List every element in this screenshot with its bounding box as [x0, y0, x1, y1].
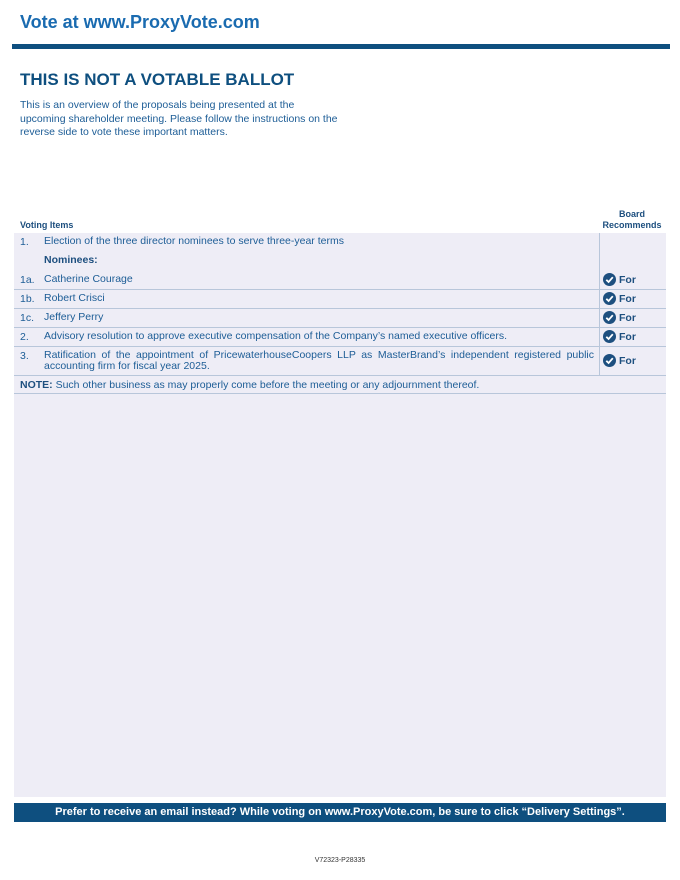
recommendation	[603, 330, 636, 343]
item-number: 1c.	[20, 312, 35, 324]
note-row	[14, 376, 666, 394]
note-text: Such other business as may properly come before the meeting or any adjournment thereof.	[55, 379, 480, 391]
delivery-settings-banner: Prefer to receive an email instead? While voting on www.ProxyVote.com, be sure to click “Delivery Settings”.	[14, 803, 666, 822]
item-1a-row	[14, 271, 666, 290]
ballot-panel	[14, 233, 666, 797]
voting-items-header: Voting Items	[20, 220, 74, 230]
checkmark-icon	[603, 354, 616, 367]
checkmark-icon	[603, 292, 616, 305]
recommendation-label: For	[619, 292, 636, 305]
item-number: 1.	[20, 236, 29, 248]
item-number: 1b.	[20, 293, 35, 305]
checkmark-icon	[603, 330, 616, 343]
recommendation	[603, 311, 636, 324]
page-title: THIS IS NOT A VOTABLE BALLOT	[20, 70, 295, 89]
nominees-row	[14, 255, 666, 271]
recommendation	[603, 273, 636, 286]
checkmark-icon	[603, 273, 616, 286]
nominees-label: Nominees:	[44, 254, 98, 266]
item-text: Election of the three director nominees to serve three-year terms	[44, 235, 344, 247]
item-3-row	[14, 347, 666, 376]
recommendation	[603, 292, 636, 305]
board-header-line2: Recommends	[602, 220, 662, 230]
header-title: Vote at www.ProxyVote.com	[20, 12, 260, 32]
recommendation-label: For	[619, 311, 636, 324]
item-number: 1a.	[20, 274, 35, 286]
board-recommends-header	[598, 209, 666, 231]
note-label: NOTE:	[20, 379, 53, 391]
item-text: Advisory resolution to approve executive compensation of the Company’s named executive officers.	[44, 330, 508, 342]
item-text: Jeffery Perry	[44, 311, 104, 323]
checkmark-icon	[603, 311, 616, 324]
item-text: Ratification of the appointment of PricewaterhouseCoopers LLP as MasterBrand’s independent registered public accounting firm for fiscal year 2025.	[44, 349, 594, 372]
item-1-row	[14, 236, 666, 253]
intro-text: This is an overview of the proposals being presented at the upcoming shareholder meeting. Please follow the instructions on the reverse side to vote these important matters.	[20, 99, 338, 138]
document-code: V72323-P28335	[314, 857, 366, 864]
item-number: 3.	[20, 350, 29, 362]
item-1b-row	[14, 290, 666, 309]
item-1c-row	[14, 309, 666, 328]
board-header-line1: Board	[618, 209, 645, 219]
header-divider	[12, 44, 670, 49]
item-text: Catherine Courage	[44, 273, 133, 285]
recommendation	[603, 354, 636, 367]
recommendation-label: For	[619, 330, 636, 343]
item-2-row	[14, 328, 666, 347]
recommendation-label: For	[619, 354, 636, 367]
recommendation-label: For	[619, 273, 636, 286]
item-number: 2.	[20, 331, 29, 343]
note-text-container	[20, 379, 479, 391]
item-text: Robert Crisci	[44, 292, 105, 304]
